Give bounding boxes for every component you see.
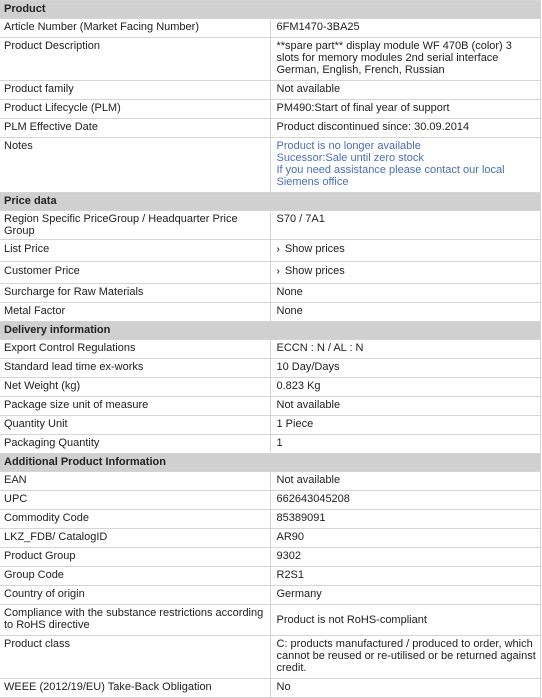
row-value: Not available (270, 81, 540, 100)
customer-price-cell (270, 262, 540, 284)
table-row (0, 119, 540, 138)
row-label: Commodity Code (0, 510, 270, 529)
section-title: Additional Product Information (0, 454, 540, 472)
row-label: Net Weight (kg) (0, 378, 270, 397)
table-row (0, 359, 540, 378)
row-value: 1 Piece (270, 416, 540, 435)
table-row (0, 567, 540, 586)
row-value: Germany (270, 586, 540, 605)
row-value: PM490:Start of final year of support (270, 100, 540, 119)
notes-line: Sucessor:Sale until zero stock (276, 152, 424, 164)
section-header-additional (0, 454, 540, 472)
row-label: PLM Effective Date (0, 119, 270, 138)
table-row (0, 605, 540, 636)
row-label: Packaging Quantity (0, 435, 270, 454)
show-list-prices-link[interactable]: Show prices (284, 243, 345, 255)
row-label: Product class (0, 636, 270, 679)
notes-line: Siemens office (276, 176, 349, 188)
row-label: Country of origin (0, 586, 270, 605)
row-value: C: products manufactured / produced to order, which cannot be reused or re-utilised or be returned against credit. (270, 636, 540, 679)
row-label: Standard lead time ex-works (0, 359, 270, 378)
table-row (0, 586, 540, 605)
section-header-price (0, 193, 540, 211)
row-value: R2S1 (270, 567, 540, 586)
row-value: Not available (270, 472, 540, 491)
section-title: Delivery information (0, 322, 540, 340)
notes-value (270, 138, 540, 193)
section-header-delivery (0, 322, 540, 340)
row-value: 0.823 Kg (270, 378, 540, 397)
section-header-product (0, 1, 540, 19)
row-label: WEEE (2012/19/EU) Take-Back Obligation (0, 679, 270, 698)
table-row (0, 435, 540, 454)
row-label: Region Specific PriceGroup / Headquarter Price Group (0, 211, 270, 240)
section-title: Product (0, 1, 540, 19)
table-row (0, 472, 540, 491)
table-row (0, 284, 540, 303)
row-label: Product Lifecycle (PLM) (0, 100, 270, 119)
table-row (0, 340, 540, 359)
list-price-cell (270, 240, 540, 262)
row-value: None (270, 303, 540, 322)
row-value: AR90 (270, 529, 540, 548)
table-row (0, 240, 540, 262)
row-label: Export Control Regulations (0, 340, 270, 359)
table-row (0, 378, 540, 397)
row-value: 10 Day/Days (270, 359, 540, 378)
row-label: List Price (0, 240, 270, 262)
row-value: No (270, 679, 540, 698)
table-row (0, 211, 540, 240)
table-row (0, 138, 540, 193)
table-row (0, 262, 540, 284)
row-value: ECCN : N / AL : N (270, 340, 540, 359)
row-label: Product Group (0, 548, 270, 567)
table-row (0, 38, 540, 81)
row-label: Notes (0, 138, 270, 193)
row-label: Metal Factor (0, 303, 270, 322)
row-label: EAN (0, 472, 270, 491)
row-value: Product is not RoHS-compliant (270, 605, 540, 636)
row-label: Compliance with the substance restrictions according to RoHS directive (0, 605, 270, 636)
row-label: Article Number (Market Facing Number) (0, 19, 270, 38)
table-row (0, 81, 540, 100)
table-row (0, 397, 540, 416)
table-row (0, 510, 540, 529)
table-row (0, 19, 540, 38)
row-label: Customer Price (0, 262, 270, 284)
row-value: 9302 (270, 548, 540, 567)
row-value: 85389091 (270, 510, 540, 529)
row-value: Not available (270, 397, 540, 416)
row-label: Quantity Unit (0, 416, 270, 435)
row-value: 662643045208 (270, 491, 540, 510)
row-label: Surcharge for Raw Materials (0, 284, 270, 303)
row-value: **spare part** display module WF 470B (color) 3 slots for memory modules 2nd serial interface German, English, French, Russian (270, 38, 540, 81)
chevron-right-icon: › (276, 266, 280, 277)
table-row (0, 100, 540, 119)
show-customer-prices-link[interactable]: Show prices (284, 265, 345, 277)
table-row (0, 548, 540, 567)
row-value: Product discontinued since: 30.09.2014 (270, 119, 540, 138)
notes-line: Product is no longer available (276, 140, 421, 152)
table-row (0, 529, 540, 548)
row-label: Product family (0, 81, 270, 100)
section-title: Price data (0, 193, 540, 211)
table-row (0, 416, 540, 435)
row-label: Group Code (0, 567, 270, 586)
row-label: Package size unit of measure (0, 397, 270, 416)
notes-line: If you need assistance please contact our local (276, 164, 505, 176)
chevron-right-icon: › (276, 244, 280, 255)
row-label: Product Description (0, 38, 270, 81)
row-value: 6FM1470-3BA25 (270, 19, 540, 38)
row-value: None (270, 284, 540, 303)
table-row (0, 636, 540, 679)
row-value: S70 / 7A1 (270, 211, 540, 240)
table-row (0, 303, 540, 322)
row-label: LKZ_FDB/ CatalogID (0, 529, 270, 548)
table-row (0, 491, 540, 510)
table-row (0, 679, 540, 698)
row-value: 1 (270, 435, 540, 454)
row-label: UPC (0, 491, 270, 510)
